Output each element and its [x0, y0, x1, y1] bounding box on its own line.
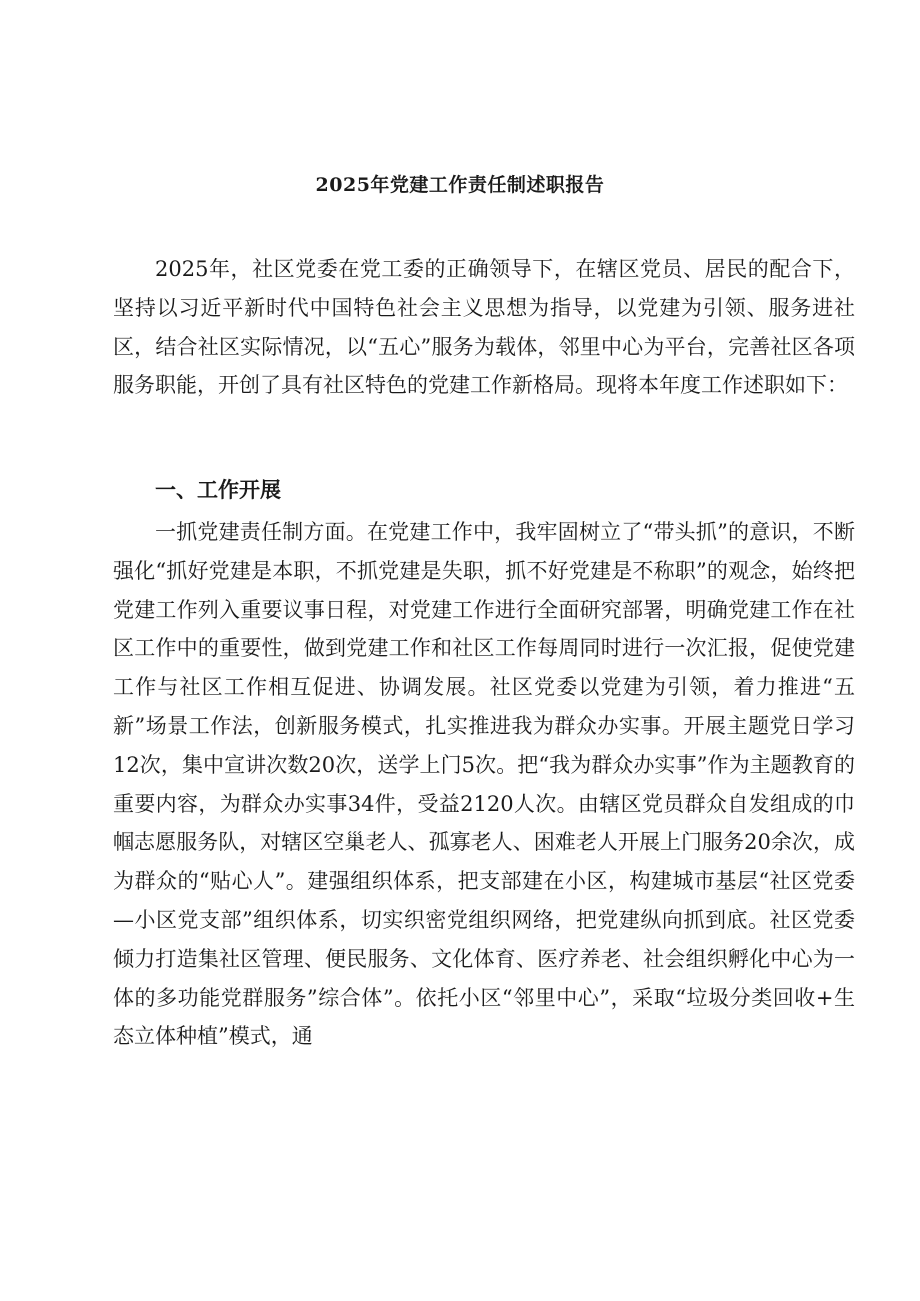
section-heading-work: 一、工作开展 — [155, 478, 281, 502]
work-paragraph: 一抓党建责任制方面。在党建工作中，我牢固树立了“带头抓”的意识，不断强化“抓好党建是本职，不抓党建是失职，抓不好党建是不称职”的观念，始终把党建工作列入重要议事日程，对党建工作进行全面研究部署，明确党建工作在社区工作中的重要性，做到党建工作和社区工作每周同时进行一次汇报，促使党建工作与社区工作相互促进、协调发展。社区党委以党建为引领，着力推进“五新”场景工作法，创新服务模式，扎实推进我为群众办实事。开展主题党日学习12次，集中宣讲次数20次，送学上门5次。把“我为群众办实事”作为主题教育的重要内容，为群众办实事34件，受益2120人次。由辖区党员群众自发组成的巾帼志愿服务队，对辖区空巢老人、孤寡老人、困难老人开展上门服务20余次，成为群众的“贴心人”。建强组织体系，把支部建在小区，构建城市基层“社区党委—小区党支部”组织体系，切实织密党组织网络，把党建纵向抓到底。社区党委倾力打造集社区管理、便民服务、文化体育、医疗养老、社会组织孵化中心为一体的多功能党群服务”综合体”。依托小区“邻里中心”，采取“垃圾分类回收+生态立体种植”模式，通 — [113, 520, 855, 1049]
intro-paragraph: 2025年，社区党委在党工委的正确领导下，在辖区党员、居民的配合下，坚持以习近平新时代中国特色社会主义思想为指导，以党建为引领、服务进社区，结合社区实际情况，以“五心”服务为载体，邻里中心为平台，完善社区各项服务职能，开创了具有社区特色的党建工作新格局。现将本年度工作述职如下： — [113, 257, 855, 398]
document-title: 2025年党建工作责任制述职报告 — [315, 174, 605, 196]
